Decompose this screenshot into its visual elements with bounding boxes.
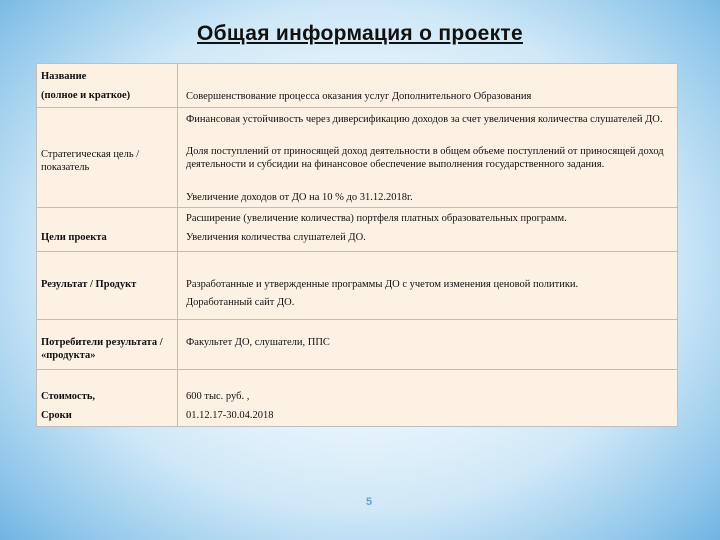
row-divider — [37, 369, 677, 370]
result-value-2: Доработанный сайт ДО. — [186, 297, 295, 308]
result-label: Результат / Продукт — [41, 279, 137, 290]
row-divider — [37, 251, 677, 252]
aims-label: Цели проекта — [41, 232, 107, 243]
row-divider — [37, 319, 677, 320]
name-value: Совершенствование процесса оказания услуг Дополнительного Образования — [186, 91, 532, 102]
aims-value-1: Расширение (увеличение количества) портфеля платных образовательных программ. — [186, 213, 567, 224]
project-info-table — [36, 63, 678, 427]
goal-value-2: Доля поступлений от приносящей доход деятельности в общем объеме поступлений от приносящей доход деятельности и субсидии на финансовое обеспечение выполнения государственного задания. — [186, 146, 664, 170]
cost-label: Стоимость, — [41, 391, 96, 402]
goal-label: Стратегическая цель / показатель — [41, 149, 140, 173]
goal-value-3: Увеличение доходов от ДО на 10 % до 31.12.2018г. — [186, 192, 413, 203]
goal-value-1: Финансовая устойчивость через диверсификацию доходов за счет увеличения количества слушателей ДО. — [186, 114, 663, 125]
column-divider — [177, 64, 178, 426]
row-divider — [37, 107, 677, 108]
terms-value: 01.12.17-30.04.2018 — [186, 410, 274, 421]
page-number: 5 — [366, 496, 373, 508]
cost-value: 600 тыс. руб. , — [186, 391, 250, 402]
terms-label: Сроки — [41, 410, 72, 421]
name-label: Название — [41, 71, 87, 82]
result-value-1: Разработанные и утвержденные программы ДО с учетом изменения ценовой политики. — [186, 279, 579, 290]
name-label-sub: (полное и краткое) — [41, 90, 131, 101]
consumers-label: Потребители результата / «продукта» — [41, 337, 163, 361]
aims-value-2: Увеличения количества слушателей ДО. — [186, 232, 366, 243]
consumers-value: Факультет ДО, слушатели, ППС — [186, 337, 330, 348]
page-title: Общая информация о проекте — [197, 22, 523, 45]
row-divider — [37, 207, 677, 208]
